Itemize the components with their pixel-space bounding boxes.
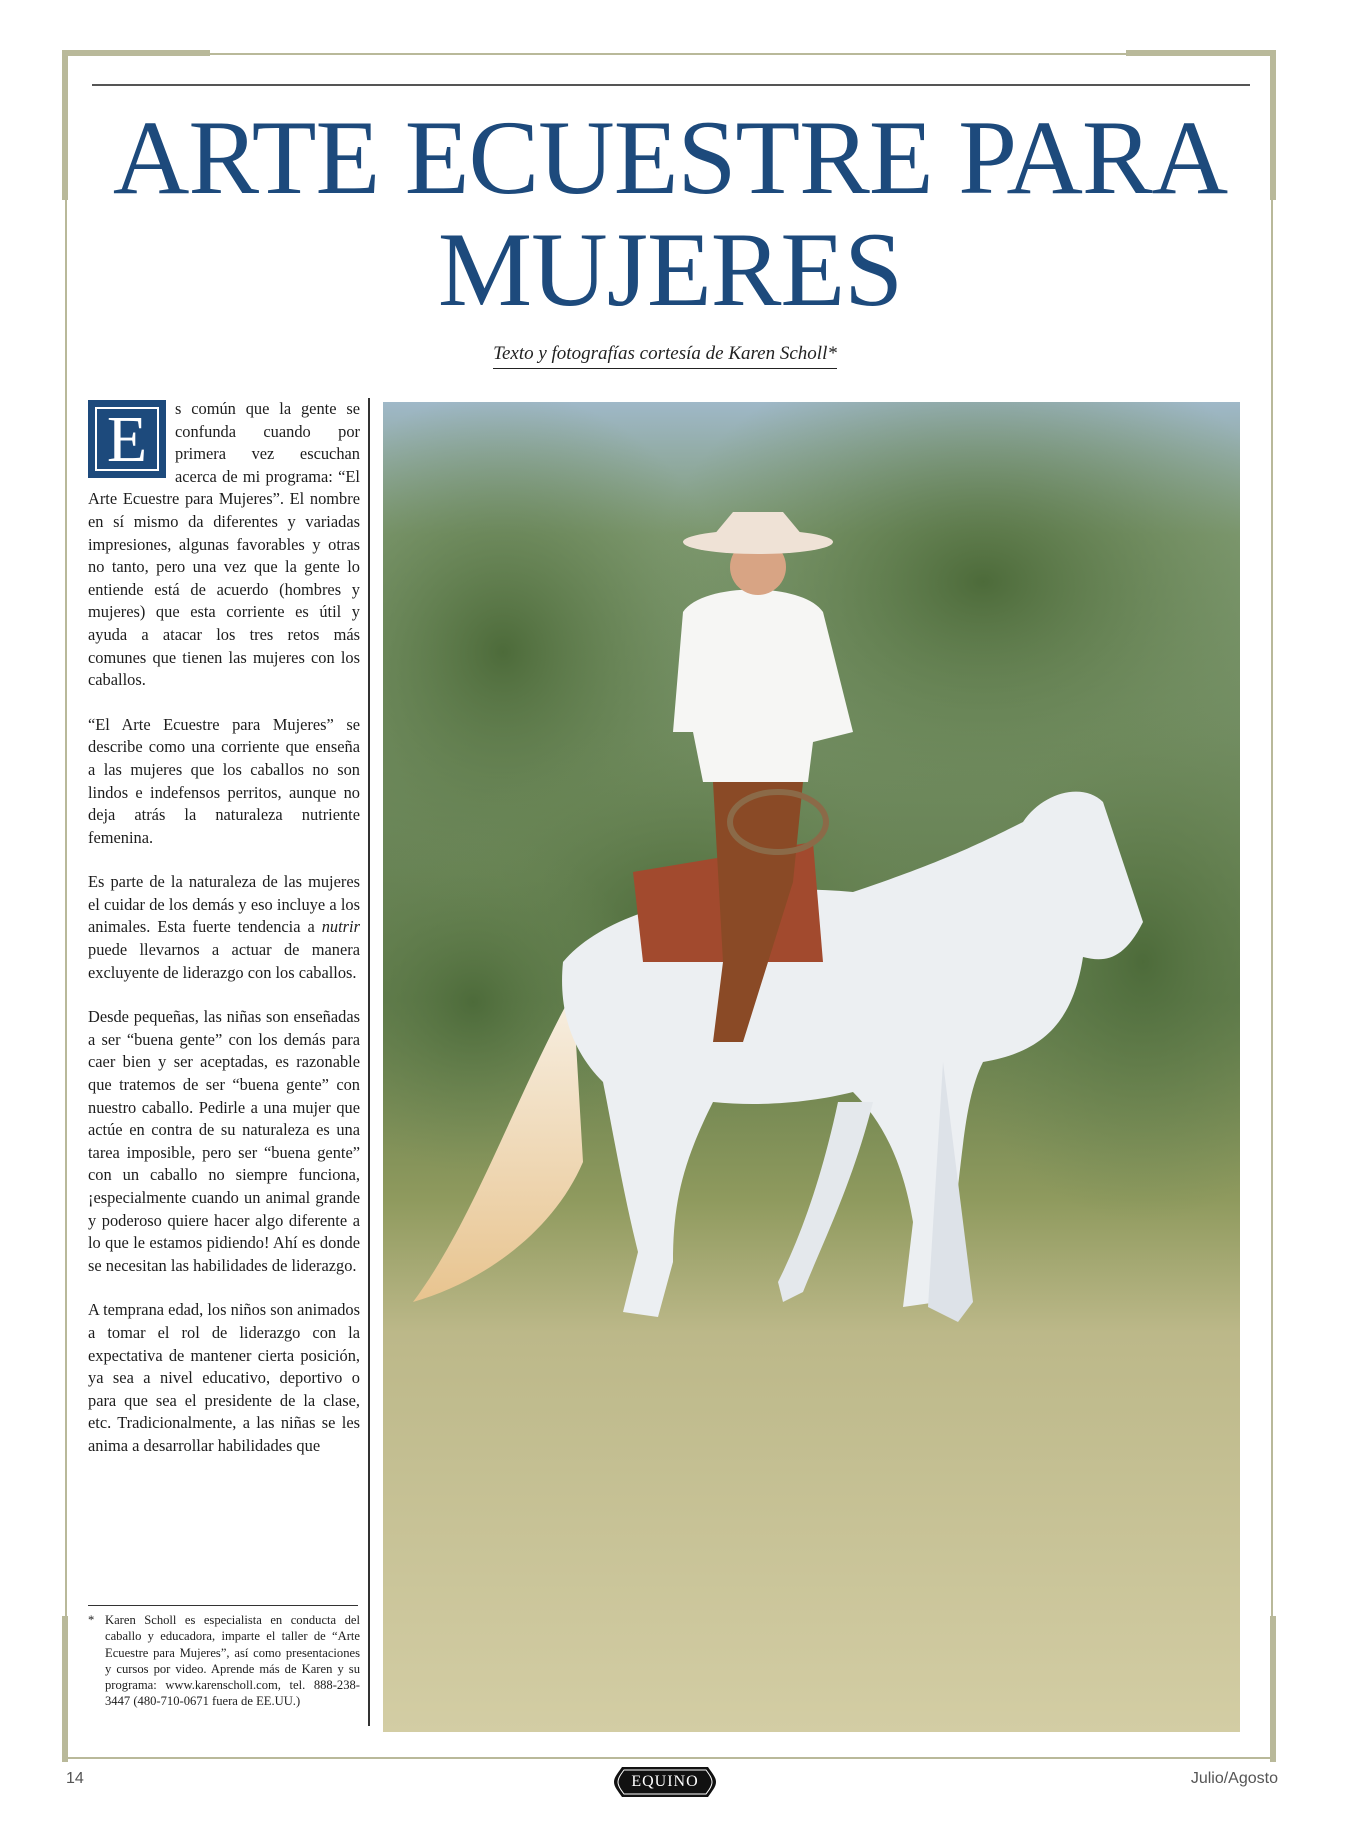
paragraph-1 bbox=[88, 398, 360, 692]
footnote-mark: * bbox=[88, 1613, 95, 1627]
frame-corner-top-right bbox=[1126, 50, 1276, 56]
byline bbox=[0, 343, 1330, 369]
footnote-rule bbox=[88, 1605, 358, 1606]
frame-corner-top-left bbox=[62, 50, 210, 56]
paragraph-3 bbox=[88, 871, 360, 984]
paragraph-2: “El Arte Ecuestre para Mujeres” se describe como una corriente que enseña a las mujeres que los caballos no son lindos e indefensos perritos, aunque no deja atrás la naturaleza nutriente femenina. bbox=[88, 714, 360, 847]
magazine-logo-text: EQUINO bbox=[631, 1773, 699, 1790]
footnote bbox=[88, 1612, 360, 1710]
page-number: 14 bbox=[66, 1770, 84, 1787]
article-body bbox=[88, 398, 360, 1480]
frame-corner-top-right-vertical bbox=[1270, 50, 1276, 200]
magazine-logo bbox=[612, 1765, 718, 1799]
top-rule bbox=[92, 84, 1250, 86]
column-divider bbox=[368, 398, 370, 1726]
rider-photo bbox=[383, 402, 1240, 1732]
paragraph-3-emphasis: nutrir bbox=[321, 917, 360, 937]
paragraph-5: A temprana edad, los niños son animados a tomar el rol de liderazgo con la expectativa de mantener cierta posición, ya sea a nivel educativo, deportivo o para que sea el presidente de la clase, etc. Tradicionalmente, a las niñas se les anima a desarrollar habilidades que bbox=[88, 1300, 360, 1455]
frame-corner-bottom-left bbox=[62, 1616, 68, 1762]
title-line-1: ARTE ECUESTRE PARA bbox=[112, 99, 1228, 216]
dropcap-letter: E bbox=[95, 407, 159, 471]
frame-corner-top-left-vertical bbox=[62, 50, 68, 200]
paragraph-1-text: s común que la gente se confunda cuando por primera vez escuchan acerca de mi programa: “El Arte Ecuestre para Mujeres”. El nombre en sí mismo da diferentes y variadas impresiones, algunas favorables y otras no tanto, pero una vez que la gente lo entiende está de acuerdo (hombres y mujeres) que esta corriente es útil y ayuda a atacar los tres retos más comunes que tienen las mujeres con los caballos. bbox=[88, 399, 360, 690]
footnote-text: Karen Scholl es especialista en conducta del caballo y educadora, imparte el taller de “Arte Ecuestre para Mujeres”, así como presentaciones y cursos por video. Aprende más de Karen y su programa: www.karenscholl.com, tel. 888-238-3447 (480-710-0671 fuera de EE.UU.) bbox=[105, 1613, 360, 1709]
article-title bbox=[80, 99, 1260, 328]
paragraph-3-after: puede llevarnos a actuar de manera excluyente de liderazgo con los caballos. bbox=[88, 940, 360, 982]
title-line-2: MUJERES bbox=[437, 211, 903, 328]
paragraph-3-before: Es parte de la naturaleza de las mujeres el cuidar de los demás y eso incluye a los animales. Esta fuerte tendencia a bbox=[88, 872, 360, 937]
dropcap bbox=[88, 400, 166, 478]
frame-corner-bottom-right bbox=[1270, 1616, 1276, 1762]
byline-text: Texto y fotografías cortesía de Karen Scholl* bbox=[493, 343, 837, 369]
paragraph-4: Desde pequeñas, las niñas son enseñadas a ser “buena gente” con los demás para caer bien y ser aceptadas, es razonable que tratemos de ser “buena gente” con nuestro caballo. Pedirle a una mujer que actúe en contra de su naturaleza es una tarea imposible, pero ser “buena gente” con un caballo no siempre funciona, ¡especialmente cuando un animal grande y poderoso quiere hacer algo diferente a lo que le estamos pidiendo! Ahí es donde se necesitan las habilidades de liderazgo. bbox=[88, 1007, 360, 1275]
rider-photo-illustration bbox=[383, 402, 1240, 1732]
issue-date: Julio/Agosto bbox=[1190, 1770, 1278, 1787]
